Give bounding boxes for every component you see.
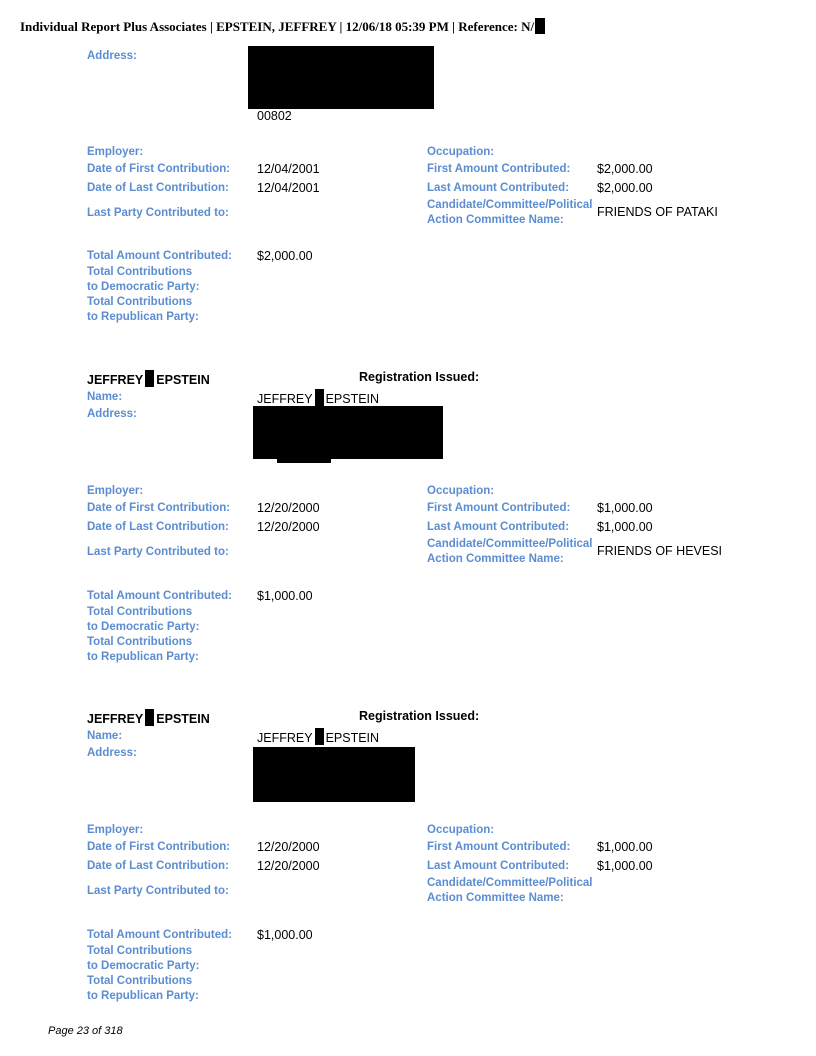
last-amount-label: Last Amount Contributed:: [427, 860, 570, 872]
record-title-first-name: JEFFREY: [87, 373, 144, 387]
redaction-block: [315, 389, 324, 406]
last-party-label: Last Party Contributed to:: [87, 207, 229, 219]
name-first: JEFFREY: [257, 392, 313, 406]
report-header: [20, 18, 545, 35]
total-amount-label: Total Amount Contributed:: [87, 929, 232, 941]
redaction-block: [315, 728, 324, 745]
employer-label: Employer:: [87, 146, 144, 158]
total-amount-label: Total Amount Contributed:: [87, 590, 232, 602]
republican-total-label-line-1: Total Contributions: [87, 296, 193, 308]
first-contribution-date-label: Date of First Contribution:: [87, 163, 231, 175]
redaction-block: [253, 747, 415, 802]
address-label: Address:: [87, 50, 137, 62]
last-amount-value: $1,000.00: [597, 859, 653, 873]
first-contribution-date-label: Date of First Contribution:: [87, 502, 231, 514]
democratic-total-label-line-1: Total Contributions: [87, 606, 193, 618]
total-amount-value: $1,000.00: [257, 589, 313, 603]
redaction-block: [253, 406, 443, 459]
name-value: [257, 389, 379, 406]
report-header-text: Individual Report Plus Associates | EPSTEIN, JEFFREY | 12/06/18 05:39 PM | Reference: N/: [20, 19, 535, 34]
last-contribution-date-label: Date of Last Contribution:: [87, 521, 229, 533]
republican-total-label-line-2: to Republican Party:: [87, 311, 199, 323]
redaction-block: [145, 370, 154, 387]
name-label: Name:: [87, 391, 123, 403]
democratic-total-label-line-1: Total Contributions: [87, 945, 193, 957]
committee-name-label-line-2: Action Committee Name:: [427, 214, 564, 226]
committee-name-label: [427, 537, 593, 567]
address-label: Address:: [87, 408, 137, 420]
redaction-block: [248, 46, 434, 109]
total-amount-value: $1,000.00: [257, 928, 313, 942]
first-amount-label: First Amount Contributed:: [427, 163, 571, 175]
name-label: Name:: [87, 730, 123, 742]
occupation-label: Occupation:: [427, 146, 495, 158]
republican-total-label-line-1: Total Contributions: [87, 636, 193, 648]
occupation-label: Occupation:: [427, 485, 495, 497]
record-title-last-name: EPSTEIN: [156, 373, 210, 387]
republican-total-label-line-2: to Republican Party:: [87, 651, 199, 663]
redaction-block: [145, 709, 154, 726]
registration-issued-label: Registration Issued:: [359, 709, 480, 723]
first-amount-value: $1,000.00: [597, 840, 653, 854]
record-title: [87, 709, 210, 726]
registration-issued-label: Registration Issued:: [359, 370, 480, 384]
democratic-total-label-line-1: Total Contributions: [87, 266, 193, 278]
committee-name-label-line-1: Candidate/Committee/Political: [427, 199, 593, 211]
committee-name-label-line-1: Candidate/Committee/Political: [427, 538, 593, 550]
redaction-block: [535, 18, 545, 34]
committee-name-label: [427, 198, 593, 228]
name-last: EPSTEIN: [325, 392, 380, 406]
record-title-last-name: EPSTEIN: [156, 712, 210, 726]
committee-name-value: FRIENDS OF PATAKI: [597, 205, 718, 219]
last-party-label: Last Party Contributed to:: [87, 885, 229, 897]
first-contribution-date-value: 12/20/2000: [257, 840, 320, 854]
democratic-total-label-line-2: to Democratic Party:: [87, 281, 200, 293]
first-amount-label: First Amount Contributed:: [427, 841, 571, 853]
party-totals-labels: [87, 605, 199, 665]
republican-total-label-line-2: to Republican Party:: [87, 990, 199, 1002]
first-contribution-date-label: Date of First Contribution:: [87, 841, 231, 853]
committee-name-label-line-2: Action Committee Name:: [427, 553, 564, 565]
first-contribution-date-value: 12/20/2000: [257, 501, 320, 515]
last-amount-value: $2,000.00: [597, 181, 653, 195]
employer-label: Employer:: [87, 485, 144, 497]
occupation-label: Occupation:: [427, 824, 495, 836]
employer-label: Employer:: [87, 824, 144, 836]
redaction-block: [277, 458, 331, 463]
democratic-total-label-line-2: to Democratic Party:: [87, 960, 200, 972]
last-party-label: Last Party Contributed to:: [87, 546, 229, 558]
last-amount-label: Last Amount Contributed:: [427, 521, 570, 533]
record-title: [87, 370, 210, 387]
republican-total-label-line-1: Total Contributions: [87, 975, 193, 987]
record-title-first-name: JEFFREY: [87, 712, 144, 726]
address-label: Address:: [87, 747, 137, 759]
last-amount-label: Last Amount Contributed:: [427, 182, 570, 194]
page-number: Page 23 of 318: [48, 1025, 123, 1037]
total-amount-label: Total Amount Contributed:: [87, 250, 232, 262]
committee-name-value: FRIENDS OF HEVESI: [597, 544, 723, 558]
committee-name-label-line-2: Action Committee Name:: [427, 892, 564, 904]
name-value: [257, 728, 379, 745]
total-amount-value: $2,000.00: [257, 249, 313, 263]
last-contribution-date-value: 12/20/2000: [257, 859, 320, 873]
committee-name-label-line-1: Candidate/Committee/Political: [427, 877, 593, 889]
committee-name-label: [427, 876, 593, 906]
address-zip-value: 00802: [257, 109, 292, 123]
first-amount-label: First Amount Contributed:: [427, 502, 571, 514]
first-amount-value: $2,000.00: [597, 162, 653, 176]
first-amount-value: $1,000.00: [597, 501, 653, 515]
last-contribution-date-label: Date of Last Contribution:: [87, 860, 229, 872]
first-contribution-date-value: 12/04/2001: [257, 162, 320, 176]
name-last: EPSTEIN: [325, 731, 380, 745]
name-first: JEFFREY: [257, 731, 313, 745]
party-totals-labels: [87, 265, 199, 325]
democratic-total-label-line-2: to Democratic Party:: [87, 621, 200, 633]
last-amount-value: $1,000.00: [597, 520, 653, 534]
last-contribution-date-value: 12/20/2000: [257, 520, 320, 534]
last-contribution-date-value: 12/04/2001: [257, 181, 320, 195]
last-contribution-date-label: Date of Last Contribution:: [87, 182, 229, 194]
party-totals-labels: [87, 944, 199, 1004]
